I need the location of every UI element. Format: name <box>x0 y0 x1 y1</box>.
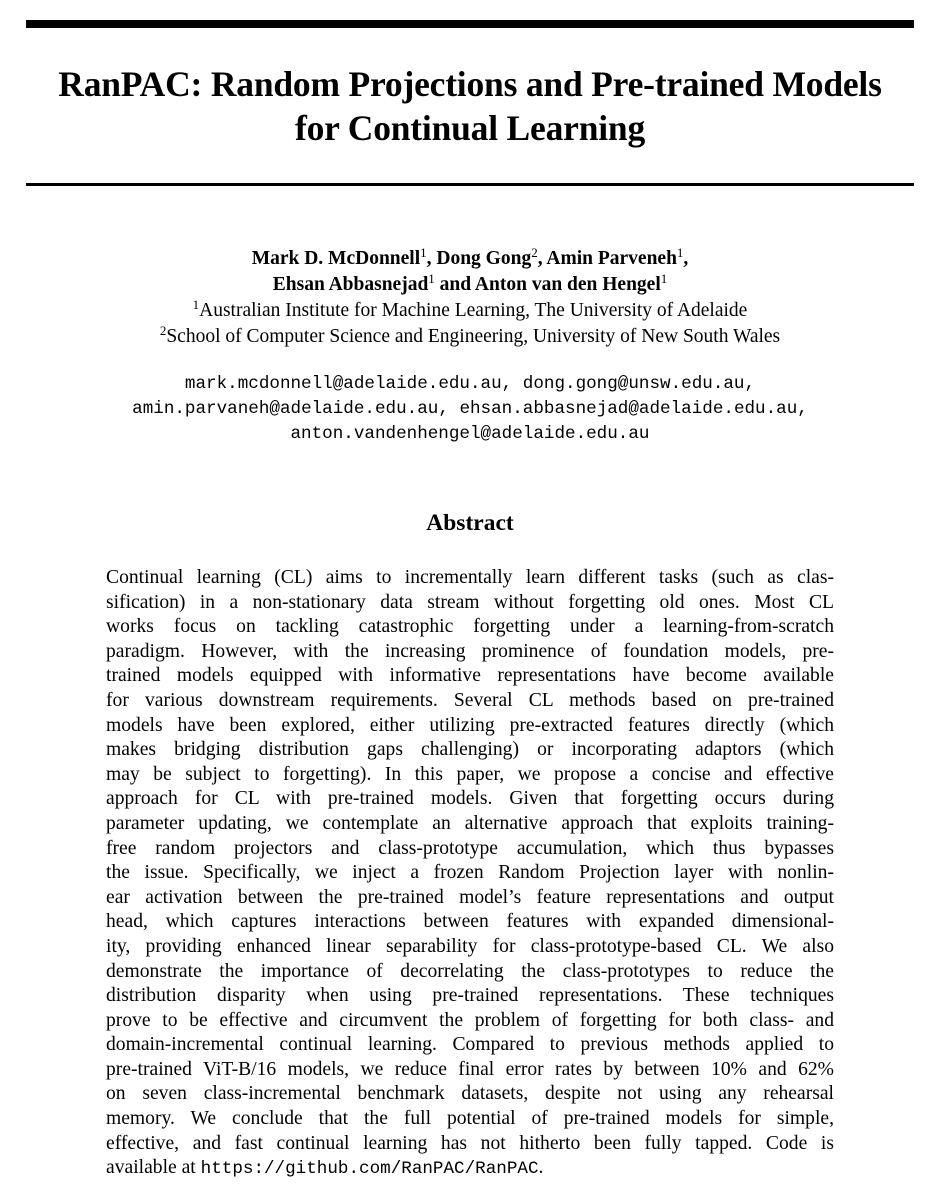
author-affiliation-mark: 1 <box>676 245 684 260</box>
abstract-line: effective, and fast continual learning has not hitherto been fully tapped. Code is <box>106 1132 834 1154</box>
abstract-line: parameter updating, we contemplate an alternative approach that exploits training- <box>106 812 834 834</box>
author-affiliation-mark: 1 <box>420 245 427 260</box>
affiliation-line <box>26 324 914 350</box>
abstract-heading: Abstract <box>426 510 514 536</box>
affiliation-text: School of Computer Science and Engineering, University of New South Wales <box>166 326 781 347</box>
author-line <box>26 272 914 298</box>
email-line: mark.mcdonnell@adelaide.edu.au, dong.gong@unsw.edu.au, <box>184 374 756 394</box>
title-line: RanPAC: Random Projections and Pre-trained Models <box>58 64 882 104</box>
abstract-line: distribution disparity when using pre-trained representations. These techniques <box>106 985 834 1007</box>
abstract-final-period: . <box>538 1157 544 1179</box>
affiliation-mark: 2 <box>159 323 167 338</box>
abstract-line: on seven class-incremental benchmark datasets, despite not using any rehearsal <box>106 1083 834 1105</box>
author-name: Amin Parveneh <box>546 248 677 269</box>
author-line <box>26 246 914 272</box>
abstract-line: ear activation between the pre-trained model’s feature representations and output <box>106 886 834 908</box>
abstract-line: works focus on tackling catastrophic forgetting under a learning-from-scratch <box>106 616 834 638</box>
abstract-line: head, which captures interactions between features with expanded dimensional- <box>106 911 834 933</box>
title-top-rule <box>26 20 914 28</box>
code-link[interactable]: https://github.com/RanPAC/RanPAC <box>200 1159 539 1180</box>
affiliation-line <box>26 298 914 324</box>
abstract-line: paradigm. However, with the increasing prominence of foundation models, pre- <box>106 640 834 662</box>
abstract-line: ity, providing enhanced linear separability for class-prototype-based CL. We also <box>106 935 834 957</box>
email-line: anton.vandenhengel@adelaide.edu.au <box>290 424 650 444</box>
author-name: Mark D. McDonnell <box>251 248 421 269</box>
abstract-body <box>106 566 834 1181</box>
abstract-line: may be subject to forgetting). In this paper, we propose a concise and effective <box>106 763 834 785</box>
author-affiliation-mark: 1 <box>428 271 435 286</box>
author-separator: , <box>537 248 547 269</box>
abstract-final-text: available at <box>106 1157 201 1179</box>
author-separator: , <box>683 248 689 269</box>
abstract-line-final <box>106 1156 834 1181</box>
email-line: amin.parvaneh@adelaide.edu.au, ehsan.abbasnejad@adelaide.edu.au, <box>132 399 808 419</box>
affiliation-text: Australian Institute for Machine Learning, The University of Adelaide <box>199 300 748 321</box>
abstract-line: Continual learning (CL) aims to incrementally learn different tasks (such as clas- <box>106 567 834 588</box>
affiliation-mark: 1 <box>192 297 200 312</box>
abstract-line: models have been explored, either utilizing pre-extracted features directly (which <box>106 714 834 736</box>
paper-title <box>26 62 914 150</box>
abstract-line: prove to be effective and circumvent the problem of forgetting for both class- and <box>106 1009 834 1031</box>
abstract-line: for various downstream requirements. Several CL methods based on pre-trained <box>106 689 834 711</box>
author-name: Ehsan Abbasnejad <box>272 274 429 295</box>
title-line: for Continual Learning <box>295 108 645 148</box>
abstract-line: approach for CL with pre-trained models. Given that forgetting occurs during <box>106 788 834 810</box>
abstract-line: makes bridging distribution gaps challenging) or incorporating adaptors (which <box>106 739 834 761</box>
author-block <box>26 246 914 350</box>
author-affiliation-mark: 2 <box>531 245 538 260</box>
author-separator: and <box>434 274 475 295</box>
abstract-line: domain-incremental continual learning. Compared to previous methods applied to <box>106 1034 834 1056</box>
email-block <box>26 372 914 447</box>
abstract-line: sification) in a non-stationary data stream without forgetting old ones. Most CL <box>106 591 834 613</box>
abstract-line: pre-trained ViT-B/16 models, we reduce final error rates by between 10% and 62% <box>106 1058 834 1080</box>
abstract-line: trained models equipped with informative representations have become available <box>106 665 834 687</box>
abstract-line: free random projectors and class-prototype accumulation, which thus bypasses <box>106 837 834 859</box>
author-separator: , <box>426 248 437 269</box>
abstract-line: the issue. Specifically, we inject a frozen Random Projection layer with nonlin- <box>106 862 834 884</box>
title-bottom-rule <box>26 183 914 186</box>
author-affiliation-mark: 1 <box>660 271 668 286</box>
author-name: Anton van den Hengel <box>474 274 661 295</box>
abstract-line: memory. We conclude that the full potential of pre-trained models for simple, <box>106 1108 834 1130</box>
abstract-line: demonstrate the importance of decorrelating the class-prototypes to reduce the <box>106 960 834 982</box>
author-name: Dong Gong <box>436 248 532 269</box>
